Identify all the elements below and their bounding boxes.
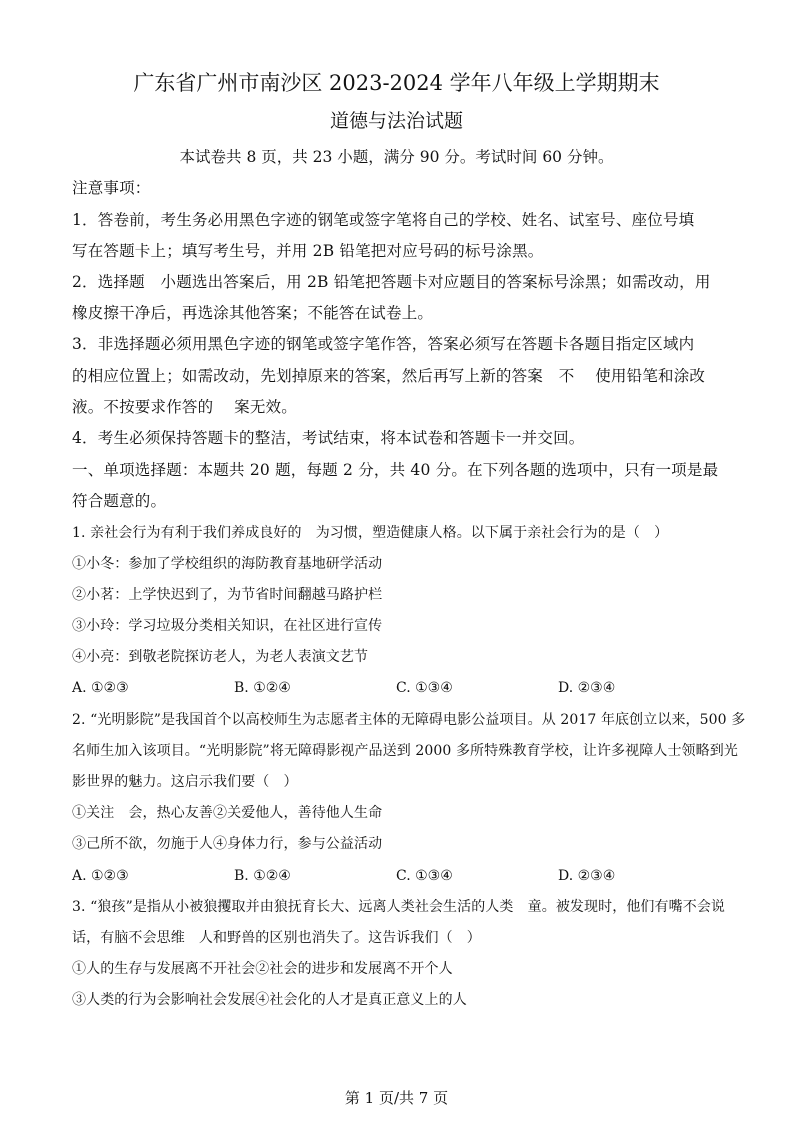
q1-stem: 1. 亲社会行为有利于我们养成良好的 为习惯，塑造健康人格。以下属于亲社会行为的是（ ） bbox=[72, 525, 669, 541]
q2-option-b: B. ①②④ bbox=[234, 868, 291, 884]
note-2-line-1: 2．选择题 小题选出答案后，用 2B 铅笔把答题卡对应题目的答案标号涂黑；如需改动，用 bbox=[72, 273, 711, 291]
q2-stem-line-2: 名师生加入该项目。“光明影院”将无障碍影视产品送到 2000 多所特殊教育学校，让许多视障人士领略到光 bbox=[72, 743, 738, 759]
q1-statement-1: ①小冬：参加了学校组织的海防教育基地研学活动 bbox=[72, 556, 383, 572]
note-3-line-2: 的相应位置上；如需改动，先划掉原来的答案，然后再写上新的答案 不 使用铅笔和涂改 bbox=[72, 367, 706, 385]
note-4: 4．考生必须保持答题卡的整洁，考试结束，将本试卷和答题卡一并交回。 bbox=[72, 429, 585, 447]
q3-statements-2: ③人类的行为会影响社会发展④社会化的人才是真正意义上的人 bbox=[72, 992, 467, 1008]
q2-option-d: D. ②③④ bbox=[558, 868, 616, 884]
q1-option-b: B. ①②④ bbox=[234, 680, 291, 696]
note-1-line-1: 1．答卷前，考生务必用黑色字迹的钢笔或签字笔将自己的学校、姓名、试室号、座位号填 bbox=[72, 211, 695, 229]
exam-title: 广东省广州市南沙区 2023-2024 学年八年级上学期期末 bbox=[133, 71, 660, 95]
section-1-line-1: 一、单项选择题：本题共 20 题，每题 2 分，共 40 分。在下列各题的选项中，只有一项是最 bbox=[72, 461, 719, 479]
q2-stem-line-1: 2. “光明影院”是我国首个以高校师生为志愿者主体的无障碍电影公益项目。从 2017 年底创立以来，500 多 bbox=[72, 712, 746, 728]
q1-option-a: A. ①②③ bbox=[72, 680, 129, 696]
q2-stem-line-3: 影世界的魅力。这启示我们要（ ） bbox=[72, 774, 298, 790]
notes-heading: 注意事项： bbox=[72, 179, 151, 197]
exam-subtitle: 道德与法治试题 bbox=[329, 110, 463, 132]
q2-option-a: A. ①②③ bbox=[72, 868, 129, 884]
note-2-line-2: 橡皮擦干净后，再选涂其他答案；不能答在试卷上。 bbox=[72, 304, 434, 322]
q1-option-d: D. ②③④ bbox=[558, 680, 616, 696]
note-3-line-3: 液。不按要求作答的 案无效。 bbox=[72, 398, 297, 416]
q3-statements-1: ①人的生存与发展离不开社会②社会的进步和发展离不开个人 bbox=[72, 961, 453, 977]
q1-statement-4: ④小亮：到敬老院探访老人，为老人表演文艺节 bbox=[72, 649, 369, 665]
q2-statements-1: ①关注 会，热心友善②关爱他人，善待他人生命 bbox=[72, 805, 383, 821]
page-number: 第 1 页/共 7 页 bbox=[344, 1089, 449, 1107]
note-1-line-2: 写在答题卡上；填写考生号，并用 2B 铅笔把对应号码的标号涂黑。 bbox=[72, 242, 544, 260]
section-1-line-2: 符合题意的。 bbox=[72, 492, 167, 510]
q1-option-c: C. ①③④ bbox=[396, 680, 453, 696]
q3-stem-line-1: 3. “狼孩”是指从小被狼攫取并由狼抚育长大、远离人类社会生活的人类 童。被发现时，他们有嘴不会说 bbox=[72, 899, 726, 915]
exam-info: 本试卷共 8 页，共 23 小题，满分 90 分。考试时间 60 分钟。 bbox=[179, 148, 614, 166]
q2-statements-2: ③己所不欲，勿施于人④身体力行，参与公益活动 bbox=[72, 836, 383, 852]
note-3-line-1: 3．非选择题必须用黑色字迹的钢笔或签字笔作答，答案必须写在答题卡各题目指定区域内 bbox=[72, 335, 695, 353]
q2-option-c: C. ①③④ bbox=[396, 868, 453, 884]
q1-statement-2: ②小茗：上学快迟到了，为节省时间翻越马路护栏 bbox=[72, 587, 383, 603]
q3-stem-line-2: 话，有脑不会思维 人和野兽的区别也消失了。这告诉我们（ ） bbox=[72, 930, 481, 946]
q1-statement-3: ③小玲：学习垃圾分类相关知识，在社区进行宣传 bbox=[72, 618, 383, 634]
